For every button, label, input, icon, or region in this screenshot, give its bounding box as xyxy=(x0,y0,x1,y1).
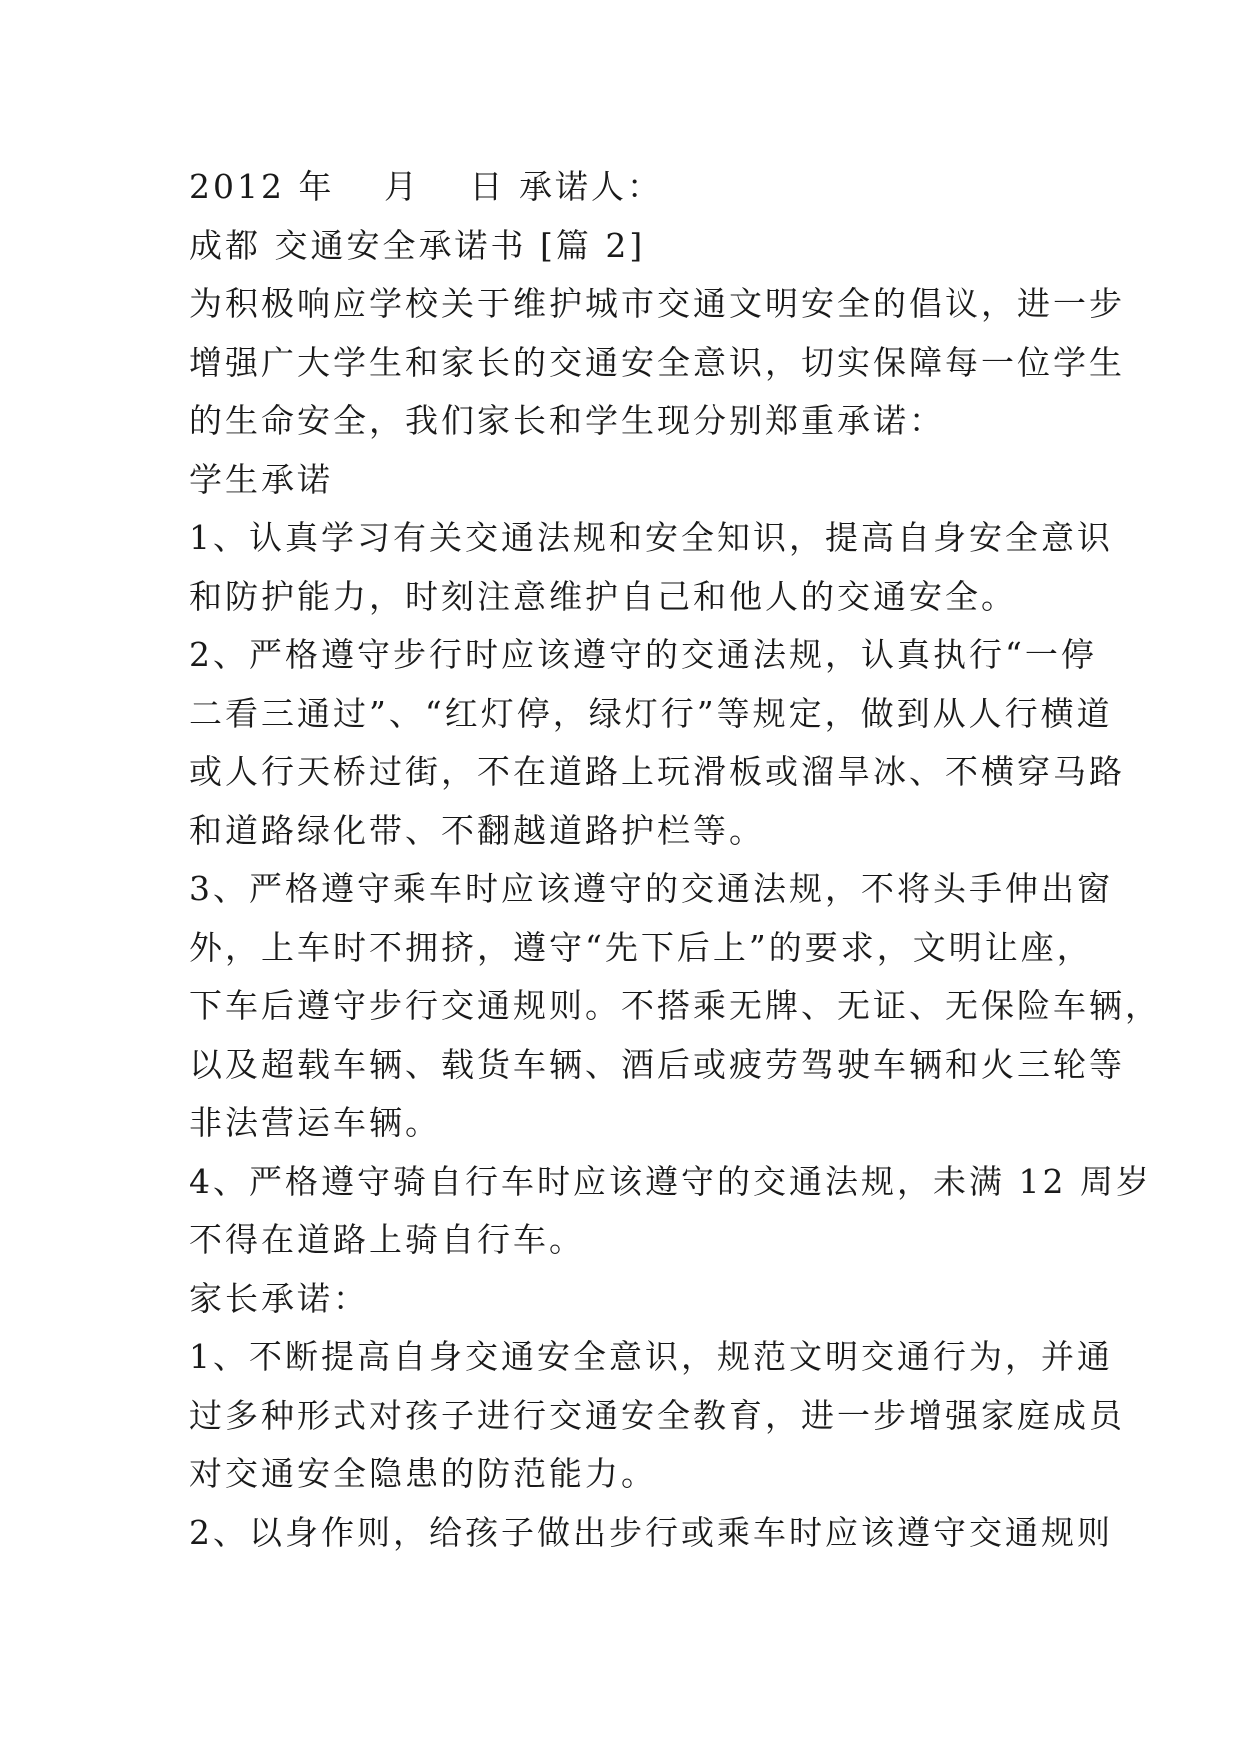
section-heading-student: 学生承诺 xyxy=(189,459,333,499)
student-item-1-line-1: 1、认真学习有关交通法规和安全知识，提高自身安全意识 xyxy=(189,518,1113,557)
document-title: 成都 交通安全承诺书 [篇 2] xyxy=(189,225,646,265)
intro-line-1: 为积极响应学校关于维护城市交通文明安全的倡议，进一步 xyxy=(189,284,1125,323)
student-item-2-line-3: 或人行天桥过街，不在道路上玩滑板或溜旱冰、不横穿马路 xyxy=(189,752,1125,791)
section-heading-parent: 家长承诺： xyxy=(189,1278,369,1318)
student-item-3-line-3: 下车后遵守步行交通规则。不搭乘无牌、无证、无保险车辆， xyxy=(189,986,1161,1025)
document-body xyxy=(189,158,1161,1562)
parent-item-1-line-3: 对交通安全隐患的防范能力。 xyxy=(189,1454,657,1493)
parent-item-1-line-2: 过多种形式对孩子进行交通安全教育，进一步增强家庭成员 xyxy=(189,1395,1125,1435)
student-item-2-line-2: 二看三通过”、“红灯停，绿灯行”等规定，做到从人行横道 xyxy=(189,693,1113,733)
student-item-3-line-4: 以及超载车辆、载货车辆、酒后或疲劳驾驶车辆和火三轮等 xyxy=(189,1044,1125,1084)
signature-date-line: 2012 年 月 日 承诺人： xyxy=(189,167,663,206)
student-item-4-line-2: 不得在道路上骑自行车。 xyxy=(189,1220,585,1259)
student-item-3-line-1: 3、严格遵守乘车时应该遵守的交通法规，不将头手伸出窗 xyxy=(189,869,1113,908)
intro-line-2: 增强广大学生和家长的交通安全意识，切实保障每一位学生 xyxy=(189,342,1125,382)
student-item-3-line-2: 外，上车时不拥挤，遵守“先下后上”的要求，文明让座， xyxy=(189,927,1093,967)
parent-item-1-line-1: 1、不断提高自身交通安全意识，规范文明交通行为，并通 xyxy=(189,1337,1113,1376)
student-item-4-line-1: 4、严格遵守骑自行车时应该遵守的交通法规，未满 12 周岁 xyxy=(189,1161,1152,1201)
student-item-2-line-4: 和道路绿化带、不翻越道路护栏等。 xyxy=(189,810,765,850)
student-item-1-line-2: 和防护能力，时刻注意维护自己和他人的交通安全。 xyxy=(189,576,1017,616)
student-item-2-line-1: 2、严格遵守步行时应该遵守的交通法规，认真执行“一停 xyxy=(189,635,1097,674)
intro-line-3: 的生命安全，我们家长和学生现分别郑重承诺： xyxy=(189,401,945,440)
student-item-3-line-5: 非法营运车辆。 xyxy=(189,1103,441,1142)
parent-item-2-line-1: 2、以身作则，给孩子做出步行或乘车时应该遵守交通规则 xyxy=(189,1512,1113,1552)
